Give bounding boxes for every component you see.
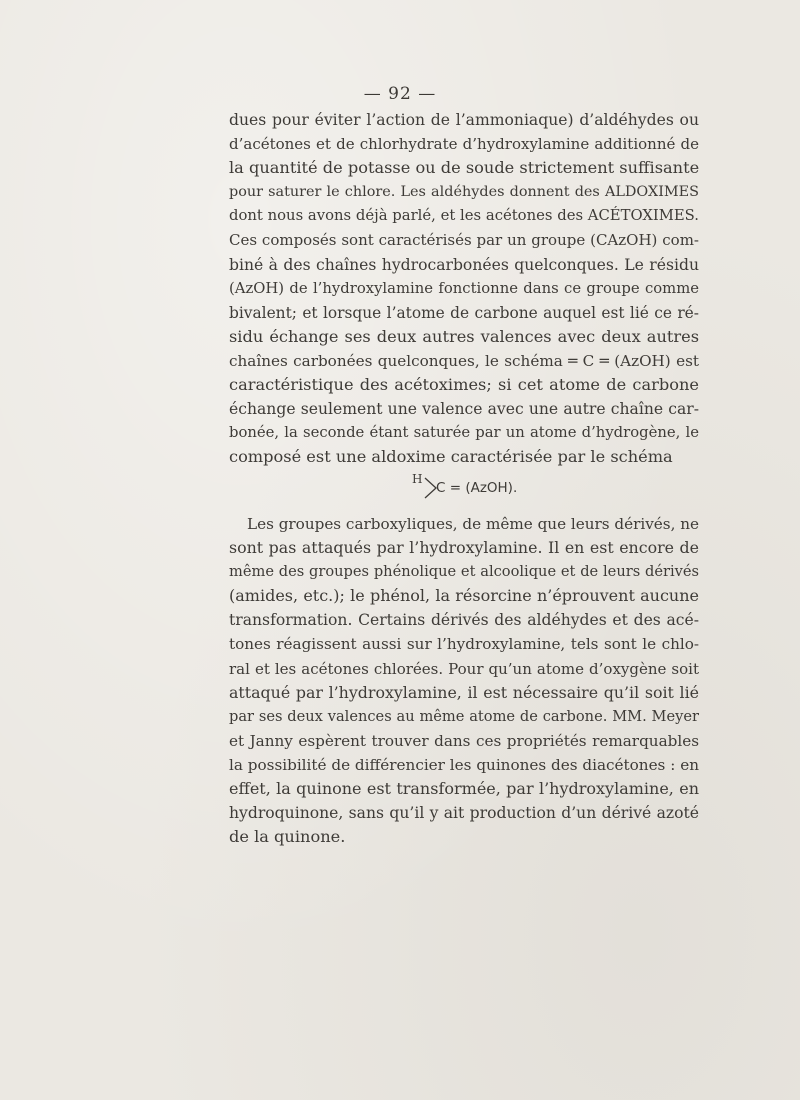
- text-line: pour saturer le chlore. Les aldéhydes donnent des ALDOXIMES: [229, 184, 699, 201]
- text-line: dues pour éviter l’action de l’ammoniaque) d’aldéhydes ou: [229, 111, 699, 129]
- text-line: de la quinone.: [229, 827, 346, 847]
- text-line: tones réagissent aussi sur l’hydroxylamine, tels sont le chlo-: [229, 635, 699, 654]
- text-line: bivalent; et lorsque l’atome de carbone auquel est lié ce ré-: [229, 303, 699, 322]
- paragraph-carboxyl: [229, 512, 699, 849]
- paragraph-oximes: [229, 108, 699, 469]
- formula-rest: C = (AzOH).: [436, 480, 518, 496]
- text-line: Les groupes carboxyliques, de même que leurs dérivés, ne: [247, 515, 700, 533]
- text-line: sont pas attaqués par l’hydroxylamine. Il en est encore de: [229, 538, 699, 558]
- text-line: même des groupes phénolique et alcoolique et de leurs dérivés: [229, 563, 699, 581]
- text-line: ral et les acétones chlorées. Pour qu’un atome d’oxygène soit: [229, 659, 699, 678]
- text-line: chaînes carbonées quelconques, le schéma ═ C ═ (AzOH) est: [229, 351, 699, 370]
- text-line: sidu échange ses deux autres valences avec deux autres: [229, 326, 699, 346]
- text-line: la possibilité de différencier les quinones des diacétones : en: [229, 755, 699, 774]
- text-line: la quantité de potasse ou de soude strictement suffisante: [229, 158, 700, 178]
- text-line: par ses deux valences au même atome de carbone. MM. Meyer: [229, 707, 699, 725]
- text-line: d’acétones et de chlorhydrate d’hydroxylamine additionné de: [229, 135, 699, 154]
- text-line: bonée, la seconde étant saturée par un atome d’hydrogène, le: [229, 424, 699, 442]
- text-line: effet, la quinone est transformée, par l’hydroxylamine, en: [229, 779, 699, 799]
- text-line: dont nous avons déjà parlé, et les acétones des ACÉTOXIMES.: [229, 207, 699, 225]
- text-line: hydroquinone, sans qu’il y ait production d’un dérivé azoté: [229, 804, 699, 823]
- text-line: (amides, etc.); le phénol, la résorcine n’éprouvent aucune: [229, 586, 699, 606]
- text-line: attaqué par l’hydroxylamine, il est nécessaire qu’il soit lié: [229, 682, 699, 702]
- text-line: échange seulement une valence avec une autre chaîne car-: [229, 400, 699, 419]
- text-line: composé est une aldoxime caractérisée par le schéma: [229, 447, 673, 467]
- formula-hydrogen: H: [412, 472, 423, 486]
- text-line: Ces composés sont caractérisés par un groupe (CAzOH) com-: [229, 231, 699, 250]
- text-line: biné à des chaînes hydrocarbonées quelconques. Le résidu: [229, 255, 699, 274]
- text-line: (AzOH) de l’hydroxylamine fonctionne dans ce groupe comme: [229, 279, 699, 297]
- text-line: transformation. Certains dérivés des aldéhydes et des acé-: [229, 611, 699, 630]
- text-line: caractéristique des acétoximes; si cet atome de carbone: [229, 375, 699, 395]
- text-line: et Janny espèrent trouver dans ces propriétés remarquables: [229, 731, 699, 750]
- page-number: — 92 —: [363, 84, 437, 104]
